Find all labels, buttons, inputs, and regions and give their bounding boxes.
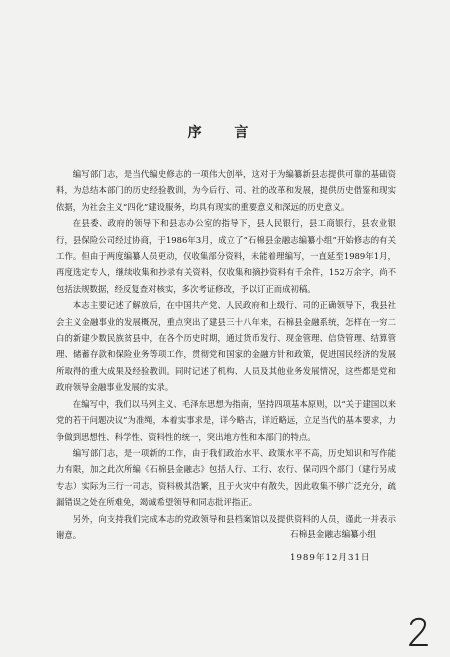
paragraph: 编写部门志，是当代编史修志的一项伟大创举，这对于为编纂新县志提供可靠的基础资料，为总结本部门的历史经验教训，为今后行、司、社的改革和发展，提供历史借鉴和现实依据，为社会主义“四化”建设服务，均具有现实的重要意义和深远的历史意义。 — [56, 169, 396, 212]
paragraph: 编写部门志，是一项新的工作，由于我们政治水平、政策水平不高，历史知识和写作能力有限，加之此次所编《石棉县金融志》包括人行、工行、农行、保司四个部门（建行另成专志）实际为三行一司志，资料极其浩繁，且于火灾中有散失，因此收集不够广泛充分，疏漏错误之处在所难免，竭诚希望领导和同志批评指正。 — [56, 447, 396, 508]
signature-date: 1989年12月31日 — [290, 553, 371, 563]
paragraph: 另外，向支持我们完成本志的党政领导和县档案馆以及提供资料的人员，谨此一并表示谢意。 — [56, 513, 396, 540]
page-title: 序 言 — [187, 125, 263, 141]
paragraph: 在编写中，我们以马列主义、毛泽东思想为指南，坚持四项基本原则，以“关于建国以来党的若干问题决议”为准绳，本着实事求是，详今略古，详近略远，立足当代的基本要求，力争做到思想性、科学性、资料性的统一，突出地方性和本部门的特点。 — [56, 398, 396, 442]
paragraph: 在县委、政府的领导下和县志办公室的指导下，县人民银行，县工商银行，县农业银行，县保险公司经过协商，于1986年3月，成立了“石棉县金融志编纂小组”开始修志的有关工作。但由于两度编纂人员更动，仅收集部分资料，未能着理编写，一直延至1989年1月，再度选定专人，继续收集和抄录有关资料，仅收集和摘抄资料有千余件，152万余字，尚不包括法规数据，经反复查对核实，多次考证修改，予以订正而成初稿。 — [56, 218, 396, 294]
preface-body — [56, 166, 396, 543]
signature-organization: 石棉县金融志编纂小组 — [290, 530, 376, 540]
handwritten-page-number — [406, 615, 432, 649]
paragraph: 本志主要记述了解放后，在中国共产党、人民政府和上级行、司的正确领导下，我县社会主义金融事业的发展概况，重点突出了建县三十八年来，石棉县金融系统，怎样在一穷二白的新建少数民族贫县中，在各个历史时期，通过货币发行、现金管理、信贷管理、结算管理、储蓄存款和保险业务等项工作，贯彻党和国家的金融方针和政策，促进国民经济的发展所取得的重大成果及经验教训。同时记述了机构、人员及其他业务发展情况，这些都是党和政府领导金融事业发展的实录。 — [56, 300, 396, 393]
